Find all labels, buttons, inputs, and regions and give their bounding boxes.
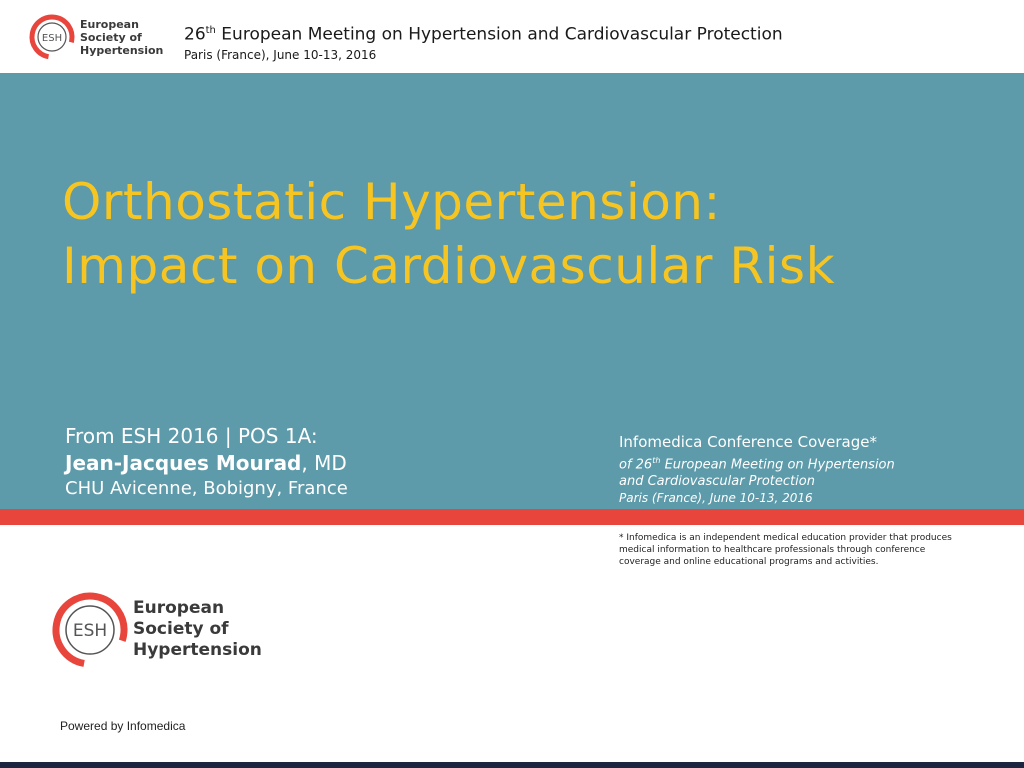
speaker-block [65, 423, 348, 501]
coverage-location-date: Paris (France), June 10-13, 2016 [619, 491, 813, 506]
meeting-location-date: Paris (France), June 10-13, 2016 [184, 47, 377, 62]
slide-title-line-2: Impact on Cardiovascular Risk [62, 237, 836, 295]
meeting-header [184, 20, 783, 63]
meeting-title: 26th European Meeting on Hypertension and Cardiovascular Protection [184, 24, 783, 45]
slide-title-line-1: Orthostatic Hypertension: [62, 173, 721, 231]
slide-header [0, 0, 1024, 73]
coverage-block [619, 432, 895, 507]
speaker-degree: , MD [301, 451, 347, 475]
speaker-affiliation: CHU Avicenne, Bobigny, France [65, 478, 348, 499]
infomedica-footnote: * Infomedica is an independent medical education provider that produces medical information to healthcare professionals through conference coverage and online educational programs and activities. [619, 533, 952, 567]
coverage-heading: Infomedica Conference Coverage* [619, 433, 877, 451]
esh-ring-icon [28, 13, 76, 61]
esh-ring-icon [50, 590, 130, 670]
presentation-source: From ESH 2016 | POS 1A: [65, 424, 318, 448]
esh-logo-large [50, 590, 280, 670]
esh-logo-wordmark: European Society of Hypertension [133, 598, 262, 660]
coverage-meeting-line-2: and Cardiovascular Protection [619, 474, 815, 490]
powered-by-text: Powered by Infomedica [60, 719, 186, 733]
coverage-meeting-line-1: of 26th European Meeting on Hypertension [619, 456, 895, 473]
bottom-border [0, 762, 1024, 768]
esh-logo-wordmark: European Society of Hypertension [80, 18, 164, 57]
esh-logo-small [28, 13, 168, 63]
esh-logo-abbr: ESH [41, 33, 63, 44]
red-divider-bar [0, 509, 1024, 525]
esh-logo-abbr: ESH [72, 621, 108, 641]
speaker-name-line [65, 449, 348, 477]
speaker-name: Jean-Jacques Mourad [65, 451, 302, 475]
slide-title [62, 170, 835, 298]
